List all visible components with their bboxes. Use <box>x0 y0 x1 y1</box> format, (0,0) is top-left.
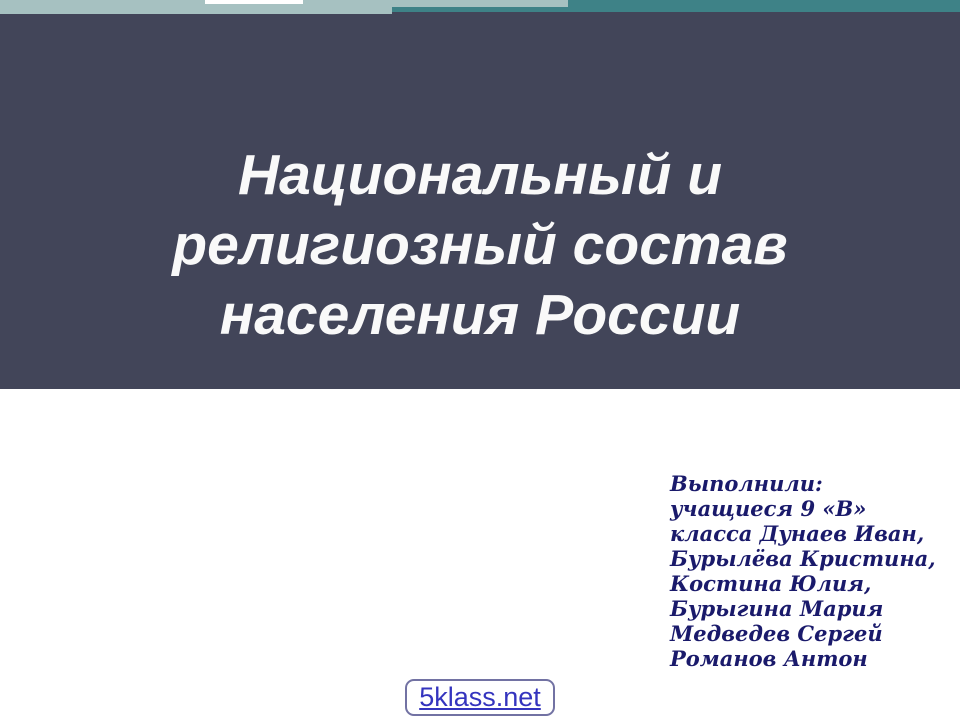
authors-heading: Выполнили: <box>670 471 823 496</box>
accent-line-sage-2 <box>0 0 202 2</box>
slide-title-line-3: населения России <box>219 283 741 347</box>
footer-link-button[interactable] <box>405 679 555 716</box>
authors-line: Бурыгина Мария <box>670 596 884 621</box>
authors-line: учащиеся 9 «В» <box>670 496 867 521</box>
authors-line: Костина Юлия, <box>670 571 872 596</box>
slide-title <box>57 140 903 360</box>
authors-line: Медведев Сергей <box>670 621 883 646</box>
authors-line: Романов Антон <box>670 646 868 671</box>
authors-block <box>670 471 950 671</box>
slide-title-line-1: Национальный и <box>237 143 723 207</box>
authors-line: класса Дунаев Иван, <box>670 521 925 546</box>
slide-title-line-2: религиозный состав <box>172 213 788 277</box>
footer-link-label[interactable]: 5klass.net <box>419 682 541 712</box>
authors-line: Бурылёва Кристина, <box>670 546 936 571</box>
